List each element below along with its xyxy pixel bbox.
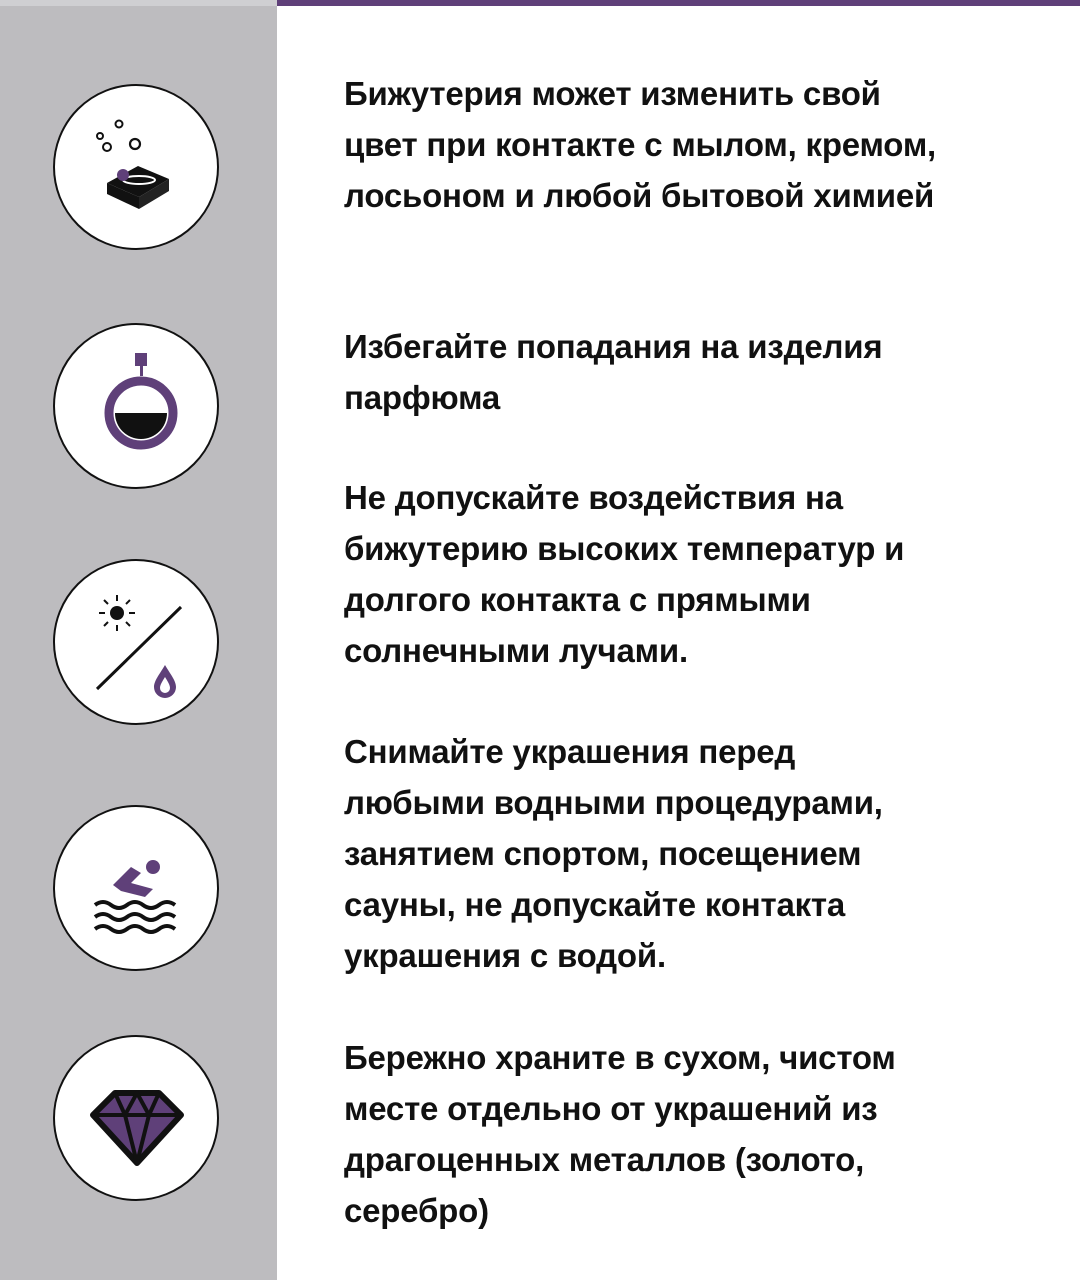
perfume-bottle-icon [53, 323, 219, 489]
tip-soap-chemicals: Бижутерия может изменить свой цвет при контакте с мылом, кремом, лосьоном и любой бытовой химией [344, 75, 937, 214]
tip-perfume: Избегайте попадания на изделия парфюма [344, 328, 883, 416]
sidebar-top-strip [0, 0, 277, 6]
swimmer-svg [55, 807, 217, 969]
perfume-bottle-svg [55, 325, 217, 487]
tip-heat-sun: Не допускайте воздействия на бижутерию высоких температур и долгого контакта с прямыми солнечными лучами. [344, 479, 905, 669]
swimmer-icon [53, 805, 219, 971]
sun-no-water-icon [53, 559, 219, 725]
tip-storage: Бережно храните в сухом, чистом месте отдельно от украшений из драгоценных металлов (золото, серебро) [344, 1039, 896, 1229]
diamond-icon [53, 1035, 219, 1201]
soap-bubbles-svg [55, 86, 217, 248]
diamond-svg [55, 1037, 217, 1199]
tip-water: Снимайте украшения перед любыми водными процедурами, занятием спортом, посещением сауны, не допускайте контакта украшения с водой. [344, 733, 883, 974]
icon-sidebar [0, 0, 277, 1280]
soap-bubbles-icon [53, 84, 219, 250]
sun-no-water-svg [55, 561, 217, 723]
